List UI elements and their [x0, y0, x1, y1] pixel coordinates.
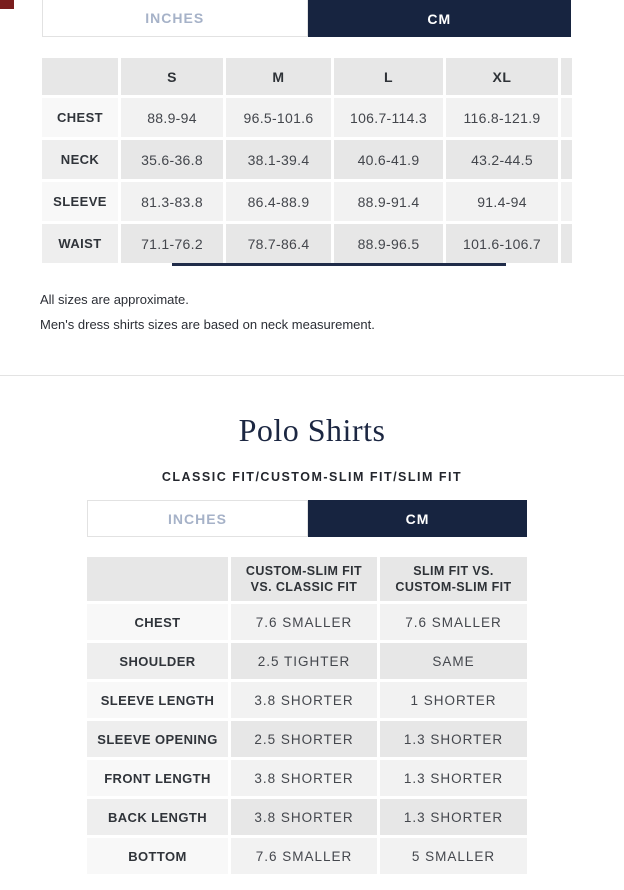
corner-header-cell: [87, 557, 228, 601]
size-cell: 88.9-96.5: [334, 224, 443, 263]
row-label-neck: NECK: [42, 140, 118, 179]
row-label-back-length: BACK LENGTH: [87, 799, 228, 835]
note-sizes-approximate: All sizes are approximate.: [40, 292, 189, 307]
size-cell: 88.9-94: [121, 98, 223, 137]
row-label-bottom: BOTTOM: [87, 838, 228, 874]
col-header-m: M: [226, 58, 331, 95]
col-header-s: S: [121, 58, 223, 95]
size-cell: 71.1-76.2: [121, 224, 223, 263]
fit-cell: 1 SHORTER: [380, 682, 527, 718]
tab-cm[interactable]: CM: [308, 0, 572, 37]
tab-cm[interactable]: CM: [308, 500, 527, 537]
cutoff-column-cell: [561, 98, 572, 137]
row-label-sleeve-opening: SLEEVE OPENING: [87, 721, 228, 757]
polo-shirts-subtitle: CLASSIC FIT/CUSTOM-SLIM FIT/SLIM FIT: [161, 470, 463, 484]
row-label-shoulder: SHOULDER: [87, 643, 228, 679]
col-header-l: L: [334, 58, 443, 95]
fit-cell: 7.6 SMALLER: [231, 604, 377, 640]
corner-header-cell: [42, 58, 118, 95]
size-cell: 35.6-36.8: [121, 140, 223, 179]
size-cell: 106.7-114.3: [334, 98, 443, 137]
fit-cell: 7.6 SMALLER: [231, 838, 377, 874]
row-label-sleeve: SLEEVE: [42, 182, 118, 221]
row-label-waist: WAIST: [42, 224, 118, 263]
note-neck-measurement: Men's dress shirts sizes are based on neck measurement.: [40, 317, 375, 332]
size-cell: 88.9-91.4: [334, 182, 443, 221]
dress-shirts-size-table: [42, 58, 572, 263]
row-label-sleeve-length: SLEEVE LENGTH: [87, 682, 228, 718]
col-header-slim-vs-custom-slim: SLIM FIT VS. CUSTOM-SLIM FIT: [380, 557, 527, 601]
row-label-chest: CHEST: [87, 604, 228, 640]
tab-inches[interactable]: INCHES: [87, 500, 308, 537]
size-cell: 101.6-106.7: [446, 224, 558, 263]
fit-cell: 2.5 TIGHTER: [231, 643, 377, 679]
fit-cell: 3.8 SHORTER: [231, 760, 377, 796]
fit-cell: 2.5 SHORTER: [231, 721, 377, 757]
size-cell: 86.4-88.9: [226, 182, 331, 221]
size-cell: 78.7-86.4: [226, 224, 331, 263]
size-cell: 40.6-41.9: [334, 140, 443, 179]
col-header-xl: XL: [446, 58, 558, 95]
cutoff-column-cell: [561, 224, 572, 263]
size-cell: 43.2-44.5: [446, 140, 558, 179]
fit-cell: 1.3 SHORTER: [380, 799, 527, 835]
section-divider: [0, 375, 624, 376]
fit-cell: SAME: [380, 643, 527, 679]
size-cell: 81.3-83.8: [121, 182, 223, 221]
size-cell: 91.4-94: [446, 182, 558, 221]
size-cell: 96.5-101.6: [226, 98, 331, 137]
fit-cell: 3.8 SHORTER: [231, 682, 377, 718]
col-header-custom-slim-vs-classic: CUSTOM-SLIM FIT VS. CLASSIC FIT: [231, 557, 377, 601]
top-left-badge: [0, 0, 14, 9]
size-cell: 116.8-121.9: [446, 98, 558, 137]
cutoff-column-cell: [561, 140, 572, 179]
cutoff-column-cell: [561, 58, 572, 95]
polo-fit-comparison-table: [87, 557, 527, 874]
table-horizontal-scrollbar[interactable]: [172, 263, 506, 266]
polo-shirts-title: Polo Shirts: [238, 412, 386, 448]
fit-cell: 1.3 SHORTER: [380, 760, 527, 796]
cutoff-column-cell: [561, 182, 572, 221]
fit-cell: 1.3 SHORTER: [380, 721, 527, 757]
unit-tabs-dress-shirts: [42, 0, 571, 37]
row-label-front-length: FRONT LENGTH: [87, 760, 228, 796]
size-cell: 38.1-39.4: [226, 140, 331, 179]
fit-cell: 7.6 SMALLER: [380, 604, 527, 640]
row-label-chest: CHEST: [42, 98, 118, 137]
fit-cell: 3.8 SHORTER: [231, 799, 377, 835]
fit-cell: 5 SMALLER: [380, 838, 527, 874]
tab-inches[interactable]: INCHES: [42, 0, 308, 37]
unit-tabs-polo-shirts: [87, 500, 527, 537]
